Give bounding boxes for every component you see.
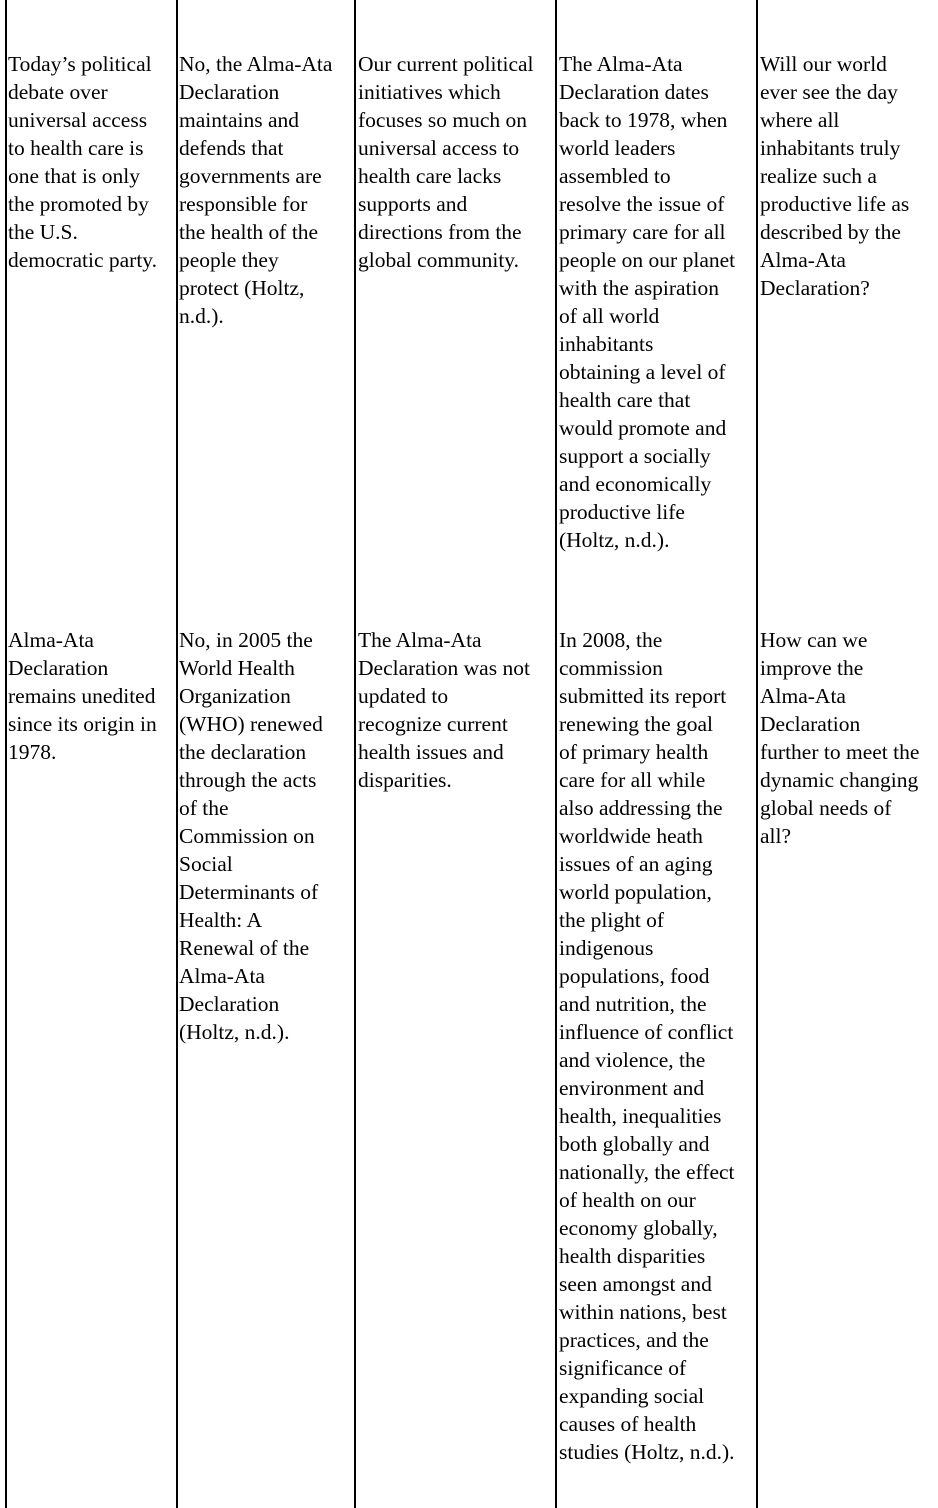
cell-text-line: focuses so much on bbox=[358, 108, 527, 132]
cell-text-line: n.d.). bbox=[179, 304, 224, 328]
cell-text-line: protect (Holtz, bbox=[179, 276, 305, 300]
cell-text-line: Declaration bbox=[8, 656, 109, 680]
cell-text-line: issues of an aging bbox=[559, 852, 713, 876]
cell-text-line: populations, food bbox=[559, 964, 710, 988]
cell-text-line: environment and bbox=[559, 1076, 705, 1100]
table-cell bbox=[559, 626, 735, 1466]
cell-text-line: both globally and bbox=[559, 1132, 710, 1156]
cell-text-line: people on our planet bbox=[559, 248, 736, 272]
table-cell bbox=[358, 626, 530, 794]
cell-text-line: health, inequalities bbox=[559, 1104, 722, 1128]
cell-text-line: support a socially bbox=[559, 444, 711, 468]
cell-text-line: resolve the issue of bbox=[559, 192, 725, 216]
cell-text-line: World Health bbox=[179, 656, 295, 680]
cell-text-line: No, in 2005 the bbox=[179, 628, 313, 652]
cell-text-line: of health on our bbox=[559, 1188, 696, 1212]
column-divider bbox=[176, 0, 178, 1508]
column-divider bbox=[756, 0, 758, 1508]
cell-text-line: Declaration bbox=[179, 992, 280, 1016]
cell-text-line: one that is only bbox=[8, 164, 140, 188]
cell-text-line: with the aspiration bbox=[559, 276, 720, 300]
cell-text-line: Determinants of bbox=[179, 880, 319, 904]
cell-text-line: world leaders bbox=[559, 136, 676, 160]
cell-text-line: improve the bbox=[760, 656, 864, 680]
cell-text-line: realize such a bbox=[760, 164, 877, 188]
cell-text-line: health disparities bbox=[559, 1244, 706, 1268]
table-cell bbox=[760, 626, 919, 850]
cell-text-line: health care lacks bbox=[358, 164, 502, 188]
cell-text-line: Will our world bbox=[760, 52, 887, 76]
cell-text-line: also addressing the bbox=[559, 796, 723, 820]
table-cell bbox=[559, 50, 735, 554]
cell-text-line: remains unedited bbox=[8, 684, 156, 708]
table-cell bbox=[8, 626, 157, 766]
cell-text-line: the declaration bbox=[179, 740, 307, 764]
cell-text-line: Alma-Ata bbox=[8, 628, 94, 652]
cell-text-line: Health: A bbox=[179, 908, 262, 932]
cell-text-line: Organization bbox=[179, 684, 291, 708]
table-border-left bbox=[5, 0, 7, 1508]
cell-text-line: care for all while bbox=[559, 768, 706, 792]
cell-text-line: world population, bbox=[559, 880, 712, 904]
cell-text-line: (Holtz, n.d.). bbox=[559, 528, 670, 552]
cell-text-line: assembled to bbox=[559, 164, 671, 188]
cell-text-line: influence of conflict bbox=[559, 1020, 734, 1044]
cell-text-line: where all bbox=[760, 108, 840, 132]
cell-text-line: health issues and bbox=[358, 740, 504, 764]
cell-text-line: (Holtz, n.d.). bbox=[179, 1020, 290, 1044]
cell-text-line: The Alma-Ata bbox=[559, 52, 683, 76]
cell-text-line: inhabitants truly bbox=[760, 136, 901, 160]
cell-text-line: productive life bbox=[559, 500, 685, 524]
cell-text-line: Declaration dates bbox=[559, 80, 709, 104]
cell-text-line: within nations, best bbox=[559, 1300, 727, 1324]
cell-text-line: further to meet the bbox=[760, 740, 920, 764]
cell-text-line: (WHO) renewed bbox=[179, 712, 323, 736]
cell-text-line: governments are bbox=[179, 164, 322, 188]
cell-text-line: ever see the day bbox=[760, 80, 898, 104]
cell-text-line: Declaration bbox=[760, 712, 861, 736]
cell-text-line: Declaration bbox=[179, 80, 280, 104]
cell-text-line: commission bbox=[559, 656, 663, 680]
cell-text-line: and economically bbox=[559, 472, 712, 496]
cell-text-line: recognize current bbox=[358, 712, 508, 736]
cell-text-line: inhabitants bbox=[559, 332, 654, 356]
column-divider bbox=[354, 0, 356, 1508]
cell-text-line: would promote and bbox=[559, 416, 727, 440]
cell-text-line: health care that bbox=[559, 388, 691, 412]
cell-text-line: Our current political bbox=[358, 52, 534, 76]
cell-text-line: significance of bbox=[559, 1356, 687, 1380]
cell-text-line: submitted its report bbox=[559, 684, 727, 708]
cell-text-line: universal access bbox=[8, 108, 148, 132]
cell-text-line: people they bbox=[179, 248, 279, 272]
cell-text-line: and violence, the bbox=[559, 1048, 706, 1072]
cell-text-line: expanding social bbox=[559, 1384, 705, 1408]
cell-text-line: Alma-Ata bbox=[179, 964, 265, 988]
cell-text-line: Renewal of the bbox=[179, 936, 310, 960]
cell-text-line: In 2008, the bbox=[559, 628, 663, 652]
cell-text-line: universal access to bbox=[358, 136, 520, 160]
cell-text-line: 1978. bbox=[8, 740, 57, 764]
cell-text-line: of all world bbox=[559, 304, 660, 328]
cell-text-line: the U.S. bbox=[8, 220, 78, 244]
cell-text-line: initiatives which bbox=[358, 80, 501, 104]
cell-text-line: obtaining a level of bbox=[559, 360, 726, 384]
cell-text-line: global community. bbox=[358, 248, 520, 272]
cell-text-line: directions from the bbox=[358, 220, 522, 244]
cell-text-line: the plight of bbox=[559, 908, 665, 932]
table-cell bbox=[179, 626, 323, 1046]
cell-text-line: economy globally, bbox=[559, 1216, 718, 1240]
cell-text-line: all? bbox=[760, 824, 792, 848]
cell-text-line: No, the Alma-Ata bbox=[179, 52, 333, 76]
cell-text-line: to health care is bbox=[8, 136, 144, 160]
cell-text-line: of primary health bbox=[559, 740, 709, 764]
table-cell bbox=[760, 50, 909, 302]
cell-text-line: disparities. bbox=[358, 768, 452, 792]
cell-text-line: updated to bbox=[358, 684, 449, 708]
cell-text-line: maintains and bbox=[179, 108, 300, 132]
cell-text-line: since its origin in bbox=[8, 712, 157, 736]
cell-text-line: the health of the bbox=[179, 220, 319, 244]
cell-text-line: seen amongst and bbox=[559, 1272, 712, 1296]
cell-text-line: of the bbox=[179, 796, 229, 820]
cell-text-line: global needs of bbox=[760, 796, 892, 820]
cell-text-line: studies (Holtz, n.d.). bbox=[559, 1440, 735, 1464]
cell-text-line: and nutrition, the bbox=[559, 992, 707, 1016]
table-cell bbox=[358, 50, 534, 274]
cell-text-line: Declaration? bbox=[760, 276, 870, 300]
cell-text-line: Social bbox=[179, 852, 233, 876]
cell-text-line: Alma-Ata bbox=[760, 684, 846, 708]
cell-text-line: productive life as bbox=[760, 192, 910, 216]
cell-text-line: the promoted by bbox=[8, 192, 149, 216]
cell-text-line: The Alma-Ata bbox=[358, 628, 482, 652]
table-cell bbox=[8, 50, 157, 274]
column-divider bbox=[555, 0, 557, 1508]
cell-text-line: Commission on bbox=[179, 824, 315, 848]
cell-text-line: described by the bbox=[760, 220, 901, 244]
cell-text-line: worldwide heath bbox=[559, 824, 703, 848]
cell-text-line: democratic party. bbox=[8, 248, 158, 272]
cell-text-line: nationally, the effect bbox=[559, 1160, 735, 1184]
cell-text-line: through the acts bbox=[179, 768, 317, 792]
cell-text-line: practices, and the bbox=[559, 1328, 709, 1352]
cell-text-line: defends that bbox=[179, 136, 284, 160]
cell-text-line: supports and bbox=[358, 192, 468, 216]
cell-text-line: back to 1978, when bbox=[559, 108, 728, 132]
cell-text-line: Today’s political bbox=[8, 52, 152, 76]
cell-text-line: causes of health bbox=[559, 1412, 697, 1436]
cell-text-line: indigenous bbox=[559, 936, 654, 960]
cell-text-line: How can we bbox=[760, 628, 868, 652]
cell-text-line: dynamic changing bbox=[760, 768, 919, 792]
cell-text-line: debate over bbox=[8, 80, 108, 104]
table-cell bbox=[179, 50, 332, 330]
cell-text-line: primary care for all bbox=[559, 220, 726, 244]
cell-text-line: Declaration was not bbox=[358, 656, 530, 680]
cell-text-line: Alma-Ata bbox=[760, 248, 846, 272]
cell-text-line: responsible for bbox=[179, 192, 308, 216]
cell-text-line: renewing the goal bbox=[559, 712, 714, 736]
